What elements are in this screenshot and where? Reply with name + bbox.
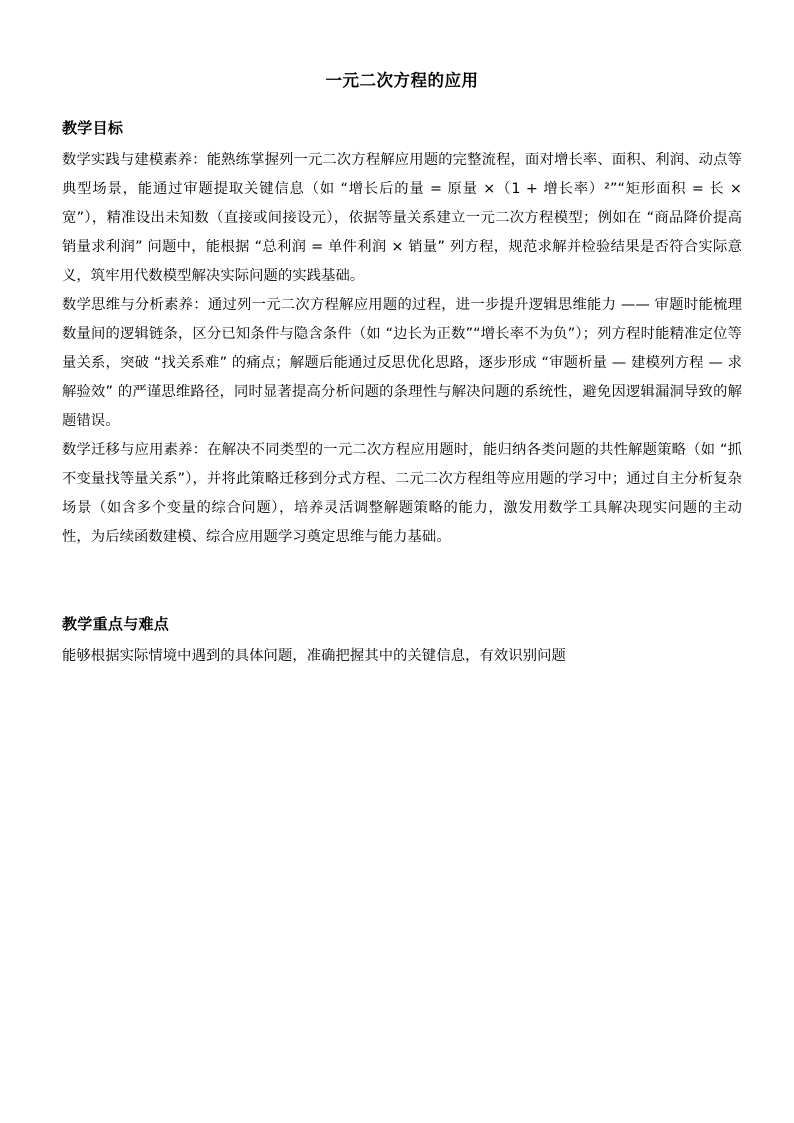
document-title: 一元二次方程的应用	[325, 71, 479, 90]
paragraph-key-points-intro	[62, 642, 742, 671]
paragraph-practice-modeling	[62, 146, 742, 291]
paragraph-body-text: 能熟练掌握列一元二次方程解应用题的完整流程，面对增长率、面积、利润、动点等典型场景，能通过审题提取关键信息（如 “增长后的量 = 原量 ×（1 + 增长率）²”“矩形面积 = 长 × 宽”），精准设出未知数（直接或间接设元），依据等量关系建立一元二次方程模型；例如在 “商品降价提高销量求利润” 问题中，能根据 “总利润 = 单件利润 × 销量” 列方程，规范求解并检验结果是否符合实际意义，筑牢用代数模型解决实际问题的实践基础。	[62, 151, 743, 284]
paragraph-lead-label: 数学实践与建模素养：	[62, 151, 207, 168]
section-heading-key-points-difficulties: 教学重点与难点	[62, 615, 170, 634]
section-spacer	[62, 552, 742, 586]
paragraph-thinking-analysis	[62, 291, 742, 436]
paragraph-body-text: 能够根据实际情境中遇到的具体问题，准确把握其中的关键信息，有效识别问题	[62, 647, 566, 664]
paragraph-transfer-application	[62, 436, 742, 552]
paragraph-body-text: 在解决不同类型的一元二次方程应用题时，能归纳各类问题的共性解题策略（如 “抓不变量找等量关系”），并将此策略迁移到分式方程、二元二次方程组等应用题的学习中；通过自主分析复杂场景（如含多个变量的综合问题），培养灵活调整解题策略的能力，激发用数学工具解决现实问题的主动性，为后续函数建模、综合应用题学习奠定思维与能力基础。	[62, 442, 743, 546]
section-heading-teaching-objectives: 教学目标	[62, 119, 124, 138]
paragraph-lead-label: 数学迁移与应用素养：	[62, 442, 208, 459]
paragraph-lead-label: 数学思维与分析素养：	[62, 296, 208, 313]
paragraph-body-text: 通过列一元二次方程解应用题的过程，进一步提升逻辑思维能力 —— 审题时能梳理数量间的逻辑链条，区分已知条件与隐含条件（如 “边长为正数”“增长率不为负”）；列方程时能精准定位等量关系，突破 “找关系难” 的痛点；解题后能通过反思优化思路，逐步形成 “审题析量 — 建模列方程 — 求解验效” 的严谨思维路径，同时显著提高分析问题的条理性与解决问题的系统性，避免因逻辑漏洞导致的解题错误。	[62, 296, 743, 430]
